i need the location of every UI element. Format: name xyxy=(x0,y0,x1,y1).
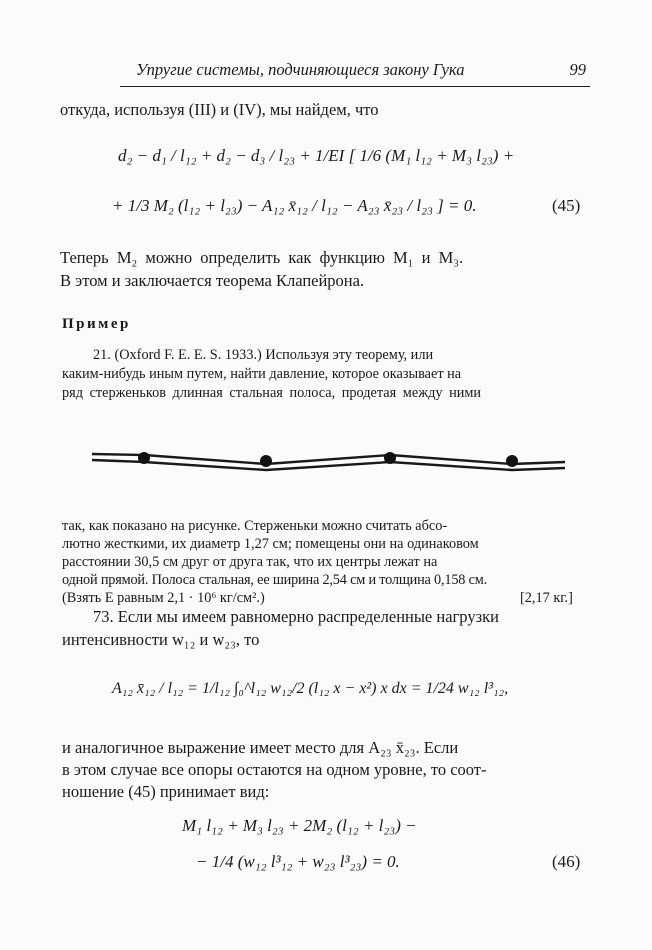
rod xyxy=(260,455,272,467)
para73-line1: 73. Если мы имеем равномерно распределенные нагрузки xyxy=(93,607,499,626)
para73-line2: интенсивности w₁₂ и w₂₃, то xyxy=(62,630,260,649)
eq46-number: (46) xyxy=(552,852,581,871)
rod xyxy=(138,452,150,464)
problem-line8: (Взять E равным 2,1 · 10⁶ кг/см².) xyxy=(62,590,265,606)
eq45-line1: d₂ − d₁ / l₁₂ + d₂ − d₃ / l₂₃ + 1/EI [ 1/6 (M₁ l₁₂ + M₃ l₂₃) + xyxy=(118,146,515,165)
running-title: Упругие системы, подчиняющиеся закону Гука xyxy=(136,60,465,79)
problem-line5: лютно жесткими, их диаметр 1,27 см; помещены они на одинаковом xyxy=(62,536,479,552)
eq-integral: A₁₂ x̄₁₂ / l₁₂ = 1/l₁₂ ∫₀^l₁₂ w₁₂/2 (l₁₂ x − x²) x dx = 1/24 w₁₂ l³₁₂, xyxy=(112,680,509,697)
steel-strip xyxy=(92,454,565,470)
page-number: 99 xyxy=(569,60,586,79)
eq45-number: (45) xyxy=(552,196,581,215)
problem-answer: [2,17 кг.] xyxy=(520,590,573,606)
problem-line2: каким-нибудь иным путем, найти давление, которое оказывает на xyxy=(62,366,462,382)
para3-line3: ношение (45) принимает вид: xyxy=(62,782,270,801)
problem-line1: 21. (Oxford F. E. E. S. 1933.) Используя эту теорему, или xyxy=(93,347,434,363)
problem-line7: одной прямой. Полоса стальная, ее ширина 2,54 см и толщина 0,158 см. xyxy=(62,572,487,588)
para3-line1: и аналогичное выражение имеет место для A₂₃ x̄₂₃. Если xyxy=(62,738,459,757)
problem-line4: так, как показано на рисунке. Стерженьки можно считать абсо- xyxy=(62,518,448,534)
section-heading: Пример xyxy=(62,316,131,332)
eq46-line1: M₁ l₁₂ + M₃ l₂₃ + 2M₂ (l₁₂ + l₂₃) − xyxy=(182,816,417,835)
eq45-line2: + 1/3 M₂ (l₁₂ + l₂₃) − A₁₂ x̄₁₂ / l₁₂ − A₂₃ x̄₂₃ / l₂₃ ] = 0. xyxy=(112,196,477,215)
problem-line3: ряд стерженьков длинная стальная полоса, продетая между ними xyxy=(62,385,482,401)
para1: откуда, используя (III) и (IV), мы найдем, что xyxy=(60,100,379,119)
rod xyxy=(506,455,518,467)
rod xyxy=(384,452,396,464)
para2-line1: Теперь M₂ можно определить как функцию M₁ и M₃. xyxy=(60,248,464,267)
eq46-line2: − 1/4 (w₁₂ l³₁₂ + w₂₃ l³₂₃) = 0. xyxy=(196,852,400,871)
problem-line6: расстоянии 30,5 см друг от друга так, что их центры лежат на xyxy=(62,554,438,570)
para3-line2: в этом случае все опоры остаются на одном уровне, то соот- xyxy=(62,760,487,779)
para2-line2: В этом и заключается теорема Клапейрона. xyxy=(60,271,365,290)
